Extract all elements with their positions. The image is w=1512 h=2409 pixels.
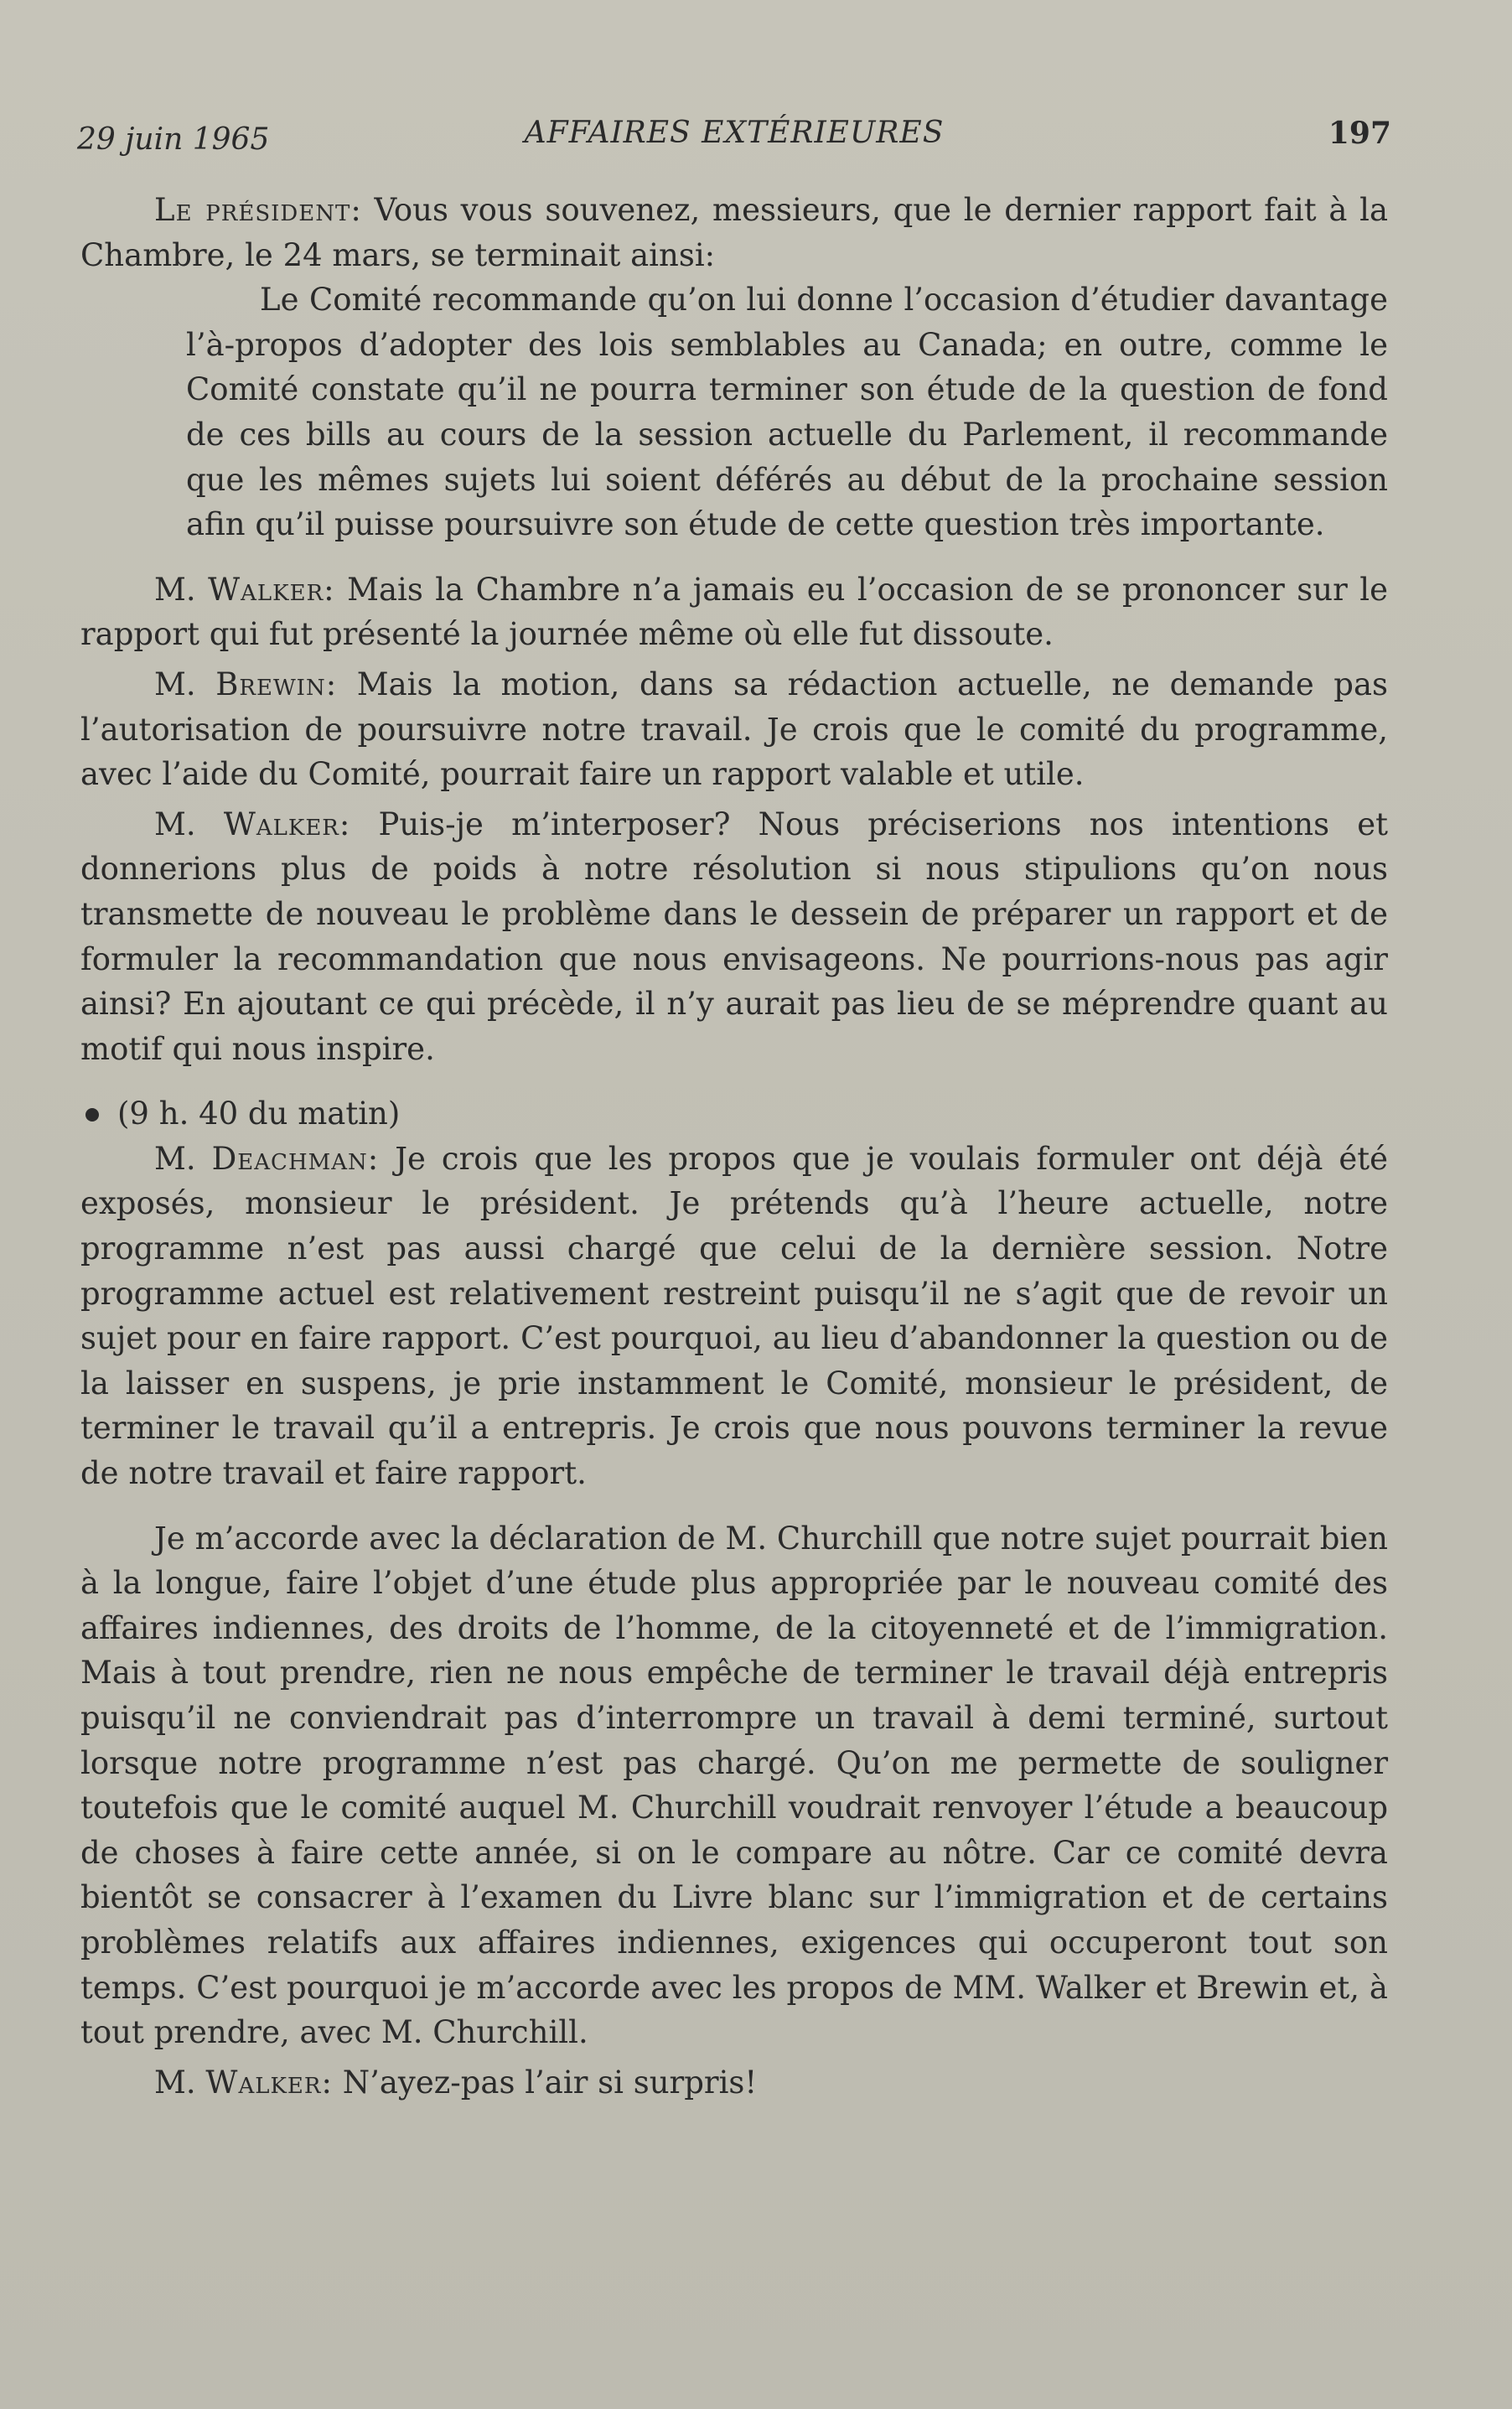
paragraph-walker-3 [80,2060,1388,2106]
header-date: 29 juin 1965 [77,122,270,157]
paragraph-walker-2 [80,802,1388,1072]
paragraph-president [80,188,1388,277]
speaker-title: M. [154,571,209,608]
time-marker [80,1091,1388,1137]
paragraph-text: Vous vous souvenez, messieurs, que le dernier rapport fait à la Chambre, le 24 mars, se terminait ainsi: [80,192,1389,273]
paragraph-text: Mais la motion, dans sa rédaction actuelle, ne demande pas l’autorisation de poursuivre notre travail. Je crois que le comité du programme, avec l’aide du Comité, pourrait faire un rapport valable et utile. [80,666,1388,793]
speaker-title: M. [154,2064,206,2101]
paragraph-brewin [80,662,1388,797]
speaker-title: M. [154,806,224,842]
speaker-name: Deachman: [211,1140,380,1177]
speaker-name: Le président: [154,192,362,228]
paragraph-text: Puis-je m’interposer? Nous préciserions nos intentions et donnerions plus de poids à notre résolution si nous stipulions qu’on nous transmette de nouveau le problème dans le dessein de préparer un rapport et de formuler la recommandation que nous envisageons. Ne pourrions-nous pas agir ainsi? En ajoutant ce qui précède, il n’y aurait pas lieu de se méprendre quant au motif qui nous inspire. [80,806,1388,1067]
page-number: 197 [1328,116,1391,151]
speaker-name: Walker: [223,806,351,842]
speaker-name: Walker: [208,571,335,608]
page-body [80,188,1388,2105]
paragraph-deachman-continued: Je m’accorde avec la déclaration de M. Churchill que notre sujet pourrait bien à la longue, faire l’objet d’une étude plus appropriée par le nouveau comité des affaires indiennes, des droits de l’homme, de la citoyenneté et de l’immigration. Mais à tout prendre, rien ne nous empêche de terminer le travail déjà entrepris puisqu’il ne conviendrait pas d’interrompre un travail à demi terminé, surtout lorsque notre programme n’est pas chargé. Qu’on me permette de souligner toutefois que le comité auquel M. Churchill voudrait renvoyer l’étude a beaucoup de choses à faire cette année, si on le compare au nôtre. Car ce comité devra bientôt se consacrer à l’examen du Livre blanc sur l’immigration et de certains problèmes relatifs aux affaires indiennes, exigences qui occuperont tout son temps. C’est pourquoi je m’accorde avec les propos de MM. Walker et Brewin et, à tout prendre, avec M. Churchill. [80,1520,1388,2051]
paragraph-walker-1 [80,567,1388,657]
speaker-title: M. [154,666,216,702]
speaker-title: M. [154,1140,212,1177]
speaker-name: Walker: [205,2064,333,2101]
bullet-icon [85,1108,99,1122]
header-title: AFFAIRES EXTÉRIEURES [524,116,945,150]
paragraph-deachman [80,1137,1388,1496]
speaker-name: Brewin: [215,666,338,702]
page-header [77,116,1391,166]
time-marker-text: (9 h. 40 du matin) [117,1096,401,1132]
paragraph-text: Mais la Chambre n’a jamais eu l’occasion de se prononcer sur le rapport qui fut présenté la journée même où elle fut dissoute. [80,571,1388,653]
paragraph-text: Je crois que les propos que je voulais formuler ont déjà été exposés, monsieur le président. Je prétends qu’à l’heure actuelle, notre programme n’est pas aussi chargé que celui de la dernière session. Notre programme actuel est relativement restreint puisqu’il ne s’agit que de revoir un sujet pour en faire rapport. C’est pourquoi, au lieu d’abandonner la question ou de la laisser en suspens, je prie instamment le Comité, monsieur le président, de terminer le travail qu’il a entrepris. Je crois que nous pouvons terminer la revue de notre travail et faire rapport. [80,1140,1388,1492]
block-quote: Le Comité recommande qu’on lui donne l’occasion d’étudier davantage l’à-propos d’adopter des lois semblables au Canada; en outre, comme le Comité constate qu’il ne pourra terminer son étude de la question de fond de ces bills au cours de la session actuelle du Parlement, il recommande que les mêmes sujets lui soient déférés au début de la prochaine session afin qu’il puisse poursuivre son étude de cette question très importante. [186,282,1388,543]
paragraph-text: N’ayez-pas l’air si surpris! [342,2064,758,2101]
